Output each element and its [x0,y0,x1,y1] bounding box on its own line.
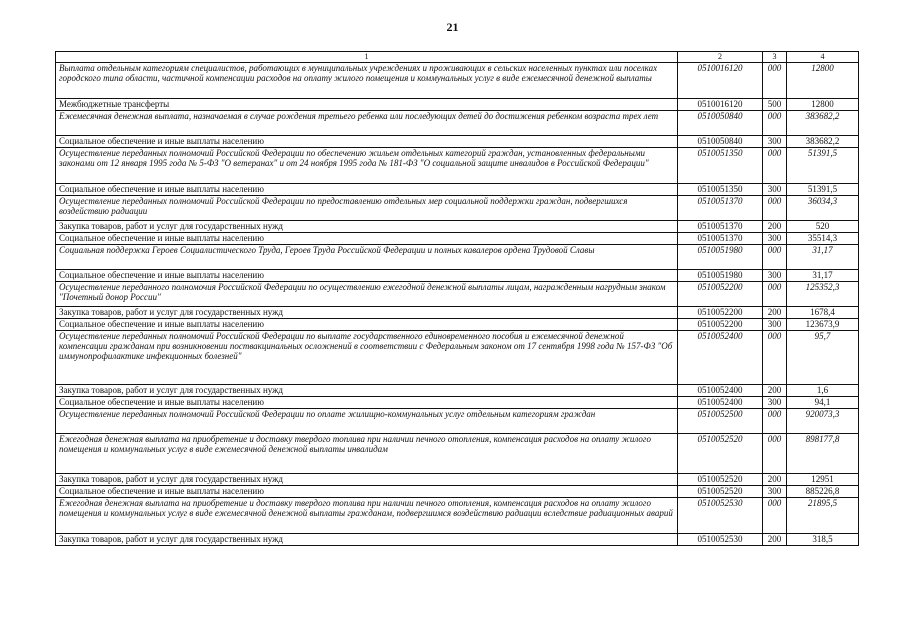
page-number: 21 [446,20,459,34]
row-code-cell: 0510052530 [678,498,763,534]
table-row [56,196,859,221]
row-sum-cell: 21895,5 [787,498,859,534]
table-row [56,534,859,546]
row-vr-cell: 000 [763,282,787,307]
table-row [56,111,859,136]
table-body [56,63,859,546]
row-code-cell: 0510051980 [678,270,763,282]
table-header [56,52,859,63]
row-name-cell: Осуществление переданных полномочий Российской Федерации по обеспечению жильем отдельных категорий граждан, установленных федеральными законами от 12 января 1995 года № 5-ФЗ "О ветеранах" и от 24 ноября 1995 года № 181-ФЗ "О социальной защите инвалидов в Российской Федерации" [56,148,678,184]
row-code-cell: 0510052200 [678,307,763,319]
row-vr-cell: 000 [763,148,787,184]
row-sum-cell: 36034,3 [787,196,859,221]
table-row [56,99,859,111]
table-row [56,474,859,486]
row-name-cell: Социальное обеспечение и иные выплаты населению [56,486,678,498]
row-sum-cell: 51391,5 [787,148,859,184]
row-vr-cell: 200 [763,221,787,233]
header-col-4: 4 [787,52,859,63]
table-row [56,486,859,498]
row-code-cell: 0510051370 [678,196,763,221]
row-code-cell: 0510050840 [678,136,763,148]
row-sum-cell: 520 [787,221,859,233]
row-code-cell: 0510052400 [678,397,763,409]
row-sum-cell: 125352,3 [787,282,859,307]
row-sum-cell: 920073,3 [787,409,859,434]
header-col-3: 3 [763,52,787,63]
row-sum-cell: 383682,2 [787,136,859,148]
row-name-cell: Закупка товаров, работ и услуг для государственных нужд [56,534,678,546]
table-row [56,331,859,385]
row-sum-cell: 318,5 [787,534,859,546]
row-sum-cell: 898177,8 [787,434,859,474]
table-row [56,498,859,534]
table-row [56,434,859,474]
row-name-cell: Межбюджетные трансферты [56,99,678,111]
row-vr-cell: 300 [763,397,787,409]
table-row [56,397,859,409]
row-sum-cell: 1678,4 [787,307,859,319]
row-vr-cell: 200 [763,474,787,486]
row-name-cell: Социальное обеспечение и иные выплаты населению [56,184,678,196]
row-name-cell: Закупка товаров, работ и услуг для государственных нужд [56,385,678,397]
row-code-cell: 0510052400 [678,331,763,385]
row-code-cell: 0510051370 [678,233,763,245]
row-code-cell: 0510052400 [678,385,763,397]
row-vr-cell: 000 [763,245,787,270]
row-code-cell: 0510052500 [678,409,763,434]
row-vr-cell: 000 [763,111,787,136]
table-row [56,148,859,184]
row-code-cell: 0510051350 [678,148,763,184]
row-sum-cell: 1,6 [787,385,859,397]
row-name-cell: Ежегодная денежная выплата на приобретение и доставку твердого топлива при наличии печного отопления, компенсация расходов на оплату жилого помещения и коммунальных услуг в виде ежемесячной денежной выплаты гражданам, подвергшимся воздействию радиации вследствие радиационных аварий [56,498,678,534]
row-name-cell: Социальное обеспечение и иные выплаты населению [56,397,678,409]
row-name-cell: Осуществление переданных полномочий Российской Федерации по предоставлению отдельных мер социальной поддержки граждан, подвергшихся воздействию радиации [56,196,678,221]
row-code-cell: 0510016120 [678,63,763,99]
row-vr-cell: 300 [763,136,787,148]
row-sum-cell: 12800 [787,99,859,111]
table-row [56,282,859,307]
row-code-cell: 0510051350 [678,184,763,196]
row-name-cell: Закупка товаров, работ и услуг для государственных нужд [56,221,678,233]
row-code-cell: 0510052520 [678,434,763,474]
table-row [56,245,859,270]
header-row [56,52,859,63]
row-vr-cell: 200 [763,385,787,397]
row-vr-cell: 300 [763,486,787,498]
row-sum-cell: 12951 [787,474,859,486]
row-code-cell: 0510052200 [678,319,763,331]
row-name-cell: Социальное обеспечение и иные выплаты населению [56,233,678,245]
row-name-cell: Социальное обеспечение и иные выплаты населению [56,319,678,331]
row-name-cell: Закупка товаров, работ и услуг для государственных нужд [56,307,678,319]
table-row [56,409,859,434]
row-sum-cell: 94,1 [787,397,859,409]
row-sum-cell: 35514,3 [787,233,859,245]
table-row [56,233,859,245]
row-sum-cell: 885226,8 [787,486,859,498]
row-sum-cell: 12800 [787,63,859,99]
row-vr-cell: 200 [763,534,787,546]
table-row [56,136,859,148]
table-row [56,270,859,282]
row-code-cell: 0510052530 [678,534,763,546]
table-row [56,307,859,319]
row-code-cell: 0510052520 [678,474,763,486]
row-sum-cell: 31,17 [787,270,859,282]
row-code-cell: 0510051370 [678,221,763,233]
row-vr-cell: 500 [763,99,787,111]
row-vr-cell: 200 [763,307,787,319]
table-row [56,319,859,331]
row-code-cell: 0510051980 [678,245,763,270]
row-sum-cell: 123673,9 [787,319,859,331]
row-name-cell: Закупка товаров, работ и услуг для государственных нужд [56,474,678,486]
row-vr-cell: 300 [763,270,787,282]
row-name-cell: Социальная поддержка Героев Социалистического Труда, Героев Труда Российской Федерации и полных кавалеров ордена Трудовой Славы [56,245,678,270]
row-vr-cell: 000 [763,498,787,534]
row-vr-cell: 300 [763,184,787,196]
header-col-1: 1 [56,52,678,63]
row-name-cell: Ежегодная денежная выплата на приобретение и доставку твердого топлива при наличии печного отопления, компенсация расходов на оплату жилого помещения и коммунальных услуг в виде ежемесячной денежной выплаты инвалидам [56,434,678,474]
row-name-cell: Ежемесячная денежная выплата, назначаемая в случае рождения третьего ребенка или последующих детей до достижения ребенком возраста трех лет [56,111,678,136]
row-name-cell: Осуществление переданных полномочий Российской Федерации по оплате жилищно-коммунальных услуг отдельным категориям граждан [56,409,678,434]
row-sum-cell: 95,7 [787,331,859,385]
row-code-cell: 0510052520 [678,486,763,498]
row-sum-cell: 383682,2 [787,111,859,136]
row-vr-cell: 300 [763,319,787,331]
row-name-cell: Осуществление переданного полномочия Российской Федерации по осуществлению ежегодной денежной выплаты лицам, награжденным нагрудным знаком "Почетный донор России" [56,282,678,307]
row-vr-cell: 000 [763,331,787,385]
row-name-cell: Осуществление переданных полномочий Российской Федерации по выплате государственного единовременного пособия и ежемесячной денежной компенсации гражданам при возникновении поствакцинальных осложнений в соответствии с Федеральным законом от 17 сентября 1998 года № 157-ФЗ "Об иммунопрофилактике инфекционных болезней" [56,331,678,385]
row-vr-cell: 000 [763,434,787,474]
table-row [56,184,859,196]
row-code-cell: 0510050840 [678,111,763,136]
row-name-cell: Выплата отдельным категориям специалистов, работающих в муниципальных учреждениях и проживающих в сельских населенных пунктах или поселках городского типа области, частичной компенсации расходов на оплату жилого помещения и коммунальных услуг в виде ежемесячной денежной выплаты [56,63,678,99]
row-name-cell: Социальное обеспечение и иные выплаты населению [56,136,678,148]
table-row [56,221,859,233]
row-vr-cell: 300 [763,233,787,245]
row-sum-cell: 51391,5 [787,184,859,196]
row-vr-cell: 000 [763,63,787,99]
row-name-cell: Социальное обеспечение и иные выплаты населению [56,270,678,282]
row-vr-cell: 000 [763,196,787,221]
table-row [56,385,859,397]
budget-table [55,51,859,546]
row-code-cell: 0510052200 [678,282,763,307]
row-sum-cell: 31,17 [787,245,859,270]
row-vr-cell: 000 [763,409,787,434]
row-code-cell: 0510016120 [678,99,763,111]
header-col-2: 2 [678,52,763,63]
table-row [56,63,859,99]
